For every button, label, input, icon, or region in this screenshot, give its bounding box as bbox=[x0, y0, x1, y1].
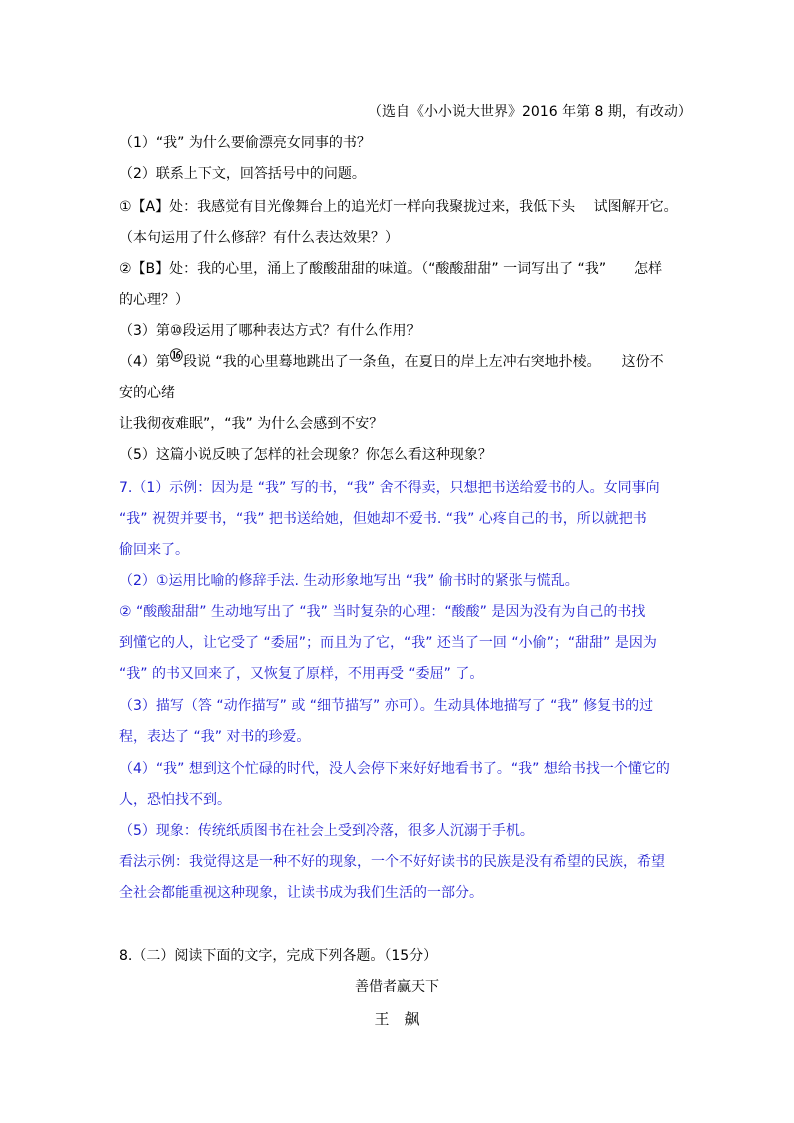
answer-1: 7.（1）示例：因为是 “我” 写的书，“我” 舍不得卖，只想把书送给爱书的人。女同事向 bbox=[119, 480, 660, 496]
question-4-text: 段说 “我的心里蓦地跳出了一条鱼，在夏日的岸上左冲右突地扑棱。 这份不 bbox=[182, 354, 664, 370]
article-author: 王 飙 bbox=[374, 1010, 420, 1028]
answer-5: （5）现象：传统纸质图书在社会上受到冷落，很多人沉溺于手机。 bbox=[119, 823, 534, 839]
answer-2b: ② “酸酸甜甜” 生动地写出了 “我” 当时复杂的心理：“酸酸” 是因为没有为自己的书找 bbox=[119, 604, 646, 620]
paragraph-number-16: ⑯ bbox=[169, 349, 183, 364]
question-4-prefix: （4）第 bbox=[119, 354, 170, 370]
answer-4-cont: 人，恐怕找不到。 bbox=[119, 792, 231, 808]
answer-5-opinion: 看法示例：我觉得这是一种不好的现象，一个不好好读书的民族是没有希望的民族，希望 bbox=[119, 854, 665, 870]
question-4-cont: 安的心绪 bbox=[119, 385, 175, 401]
question-1: （1）“我” 为什么要偷漂亮女同事的书？ bbox=[119, 135, 371, 151]
answer-1-cont2: 偷回来了。 bbox=[119, 542, 189, 558]
question-2a-cont: （本句运用了什么修辞？有什么表达效果？） bbox=[119, 230, 399, 246]
answer-5-opinion-cont: 全社会都能重视这种现象，让读书成为我们生活的一部分。 bbox=[119, 885, 483, 901]
source-note: （选自《小小说大世界》2016 年第 8 期，有改动） bbox=[368, 104, 692, 120]
section-8-heading: 8.（二）阅读下面的文字，完成下列各题。（15分） bbox=[119, 948, 438, 964]
question-4-cont2: 让我彻夜难眠”，“我” 为什么会感到不安？ bbox=[119, 416, 384, 432]
question-4 bbox=[119, 349, 664, 373]
question-2b: ②【B】处：我的心里，涌上了酸酸甜甜的味道。（“酸酸甜甜” 一词写出了 “我” 怎样 bbox=[119, 261, 663, 277]
answer-2a: （2）①运用比喻的修辞手法. 生动形象地写出 “我” 偷书时的紧张与慌乱。 bbox=[119, 573, 579, 589]
question-2a: ①【A】处：我感觉有目光像舞台上的追光灯一样向我聚拢过来，我低下头 试图解开它。 bbox=[119, 199, 678, 215]
answer-3: （3）描写（答 “动作描写” 或 “细节描写” 亦可）。生动具体地描写了 “我” 修复书的过 bbox=[119, 698, 654, 714]
answer-1-cont: “我” 祝贺并要书，“我” 把书送给她，但她却不爱书. “我” 心疼自己的书，所以就把书 bbox=[119, 511, 647, 527]
question-2: （2）联系上下文，回答括号中的问题。 bbox=[119, 166, 366, 182]
question-2b-cont: 的心理？） bbox=[119, 292, 189, 308]
answer-3-cont: 程，表达了 “我” 对书的珍爱。 bbox=[119, 729, 311, 745]
question-3: （3）第⑩段运用了哪种表达方式？有什么作用？ bbox=[119, 323, 421, 339]
answer-4: （4）“我” 想到这个忙碌的时代，没人会停下来好好地看书了。“我” 想给书找一个懂它的 bbox=[119, 761, 670, 777]
answer-2b-cont: 到懂它的人，让它受了 “委屈”；而且为了它，“我” 还当了一回 “小偷”；“甜甜” 是因为 bbox=[119, 635, 657, 651]
article-title: 善借者赢天下 bbox=[355, 979, 439, 995]
answer-2b-cont2: “我” 的书又回来了，又恢复了原样，不用再受 “委屈” 了。 bbox=[119, 666, 484, 682]
question-5: （5）这篇小说反映了怎样的社会现象？你怎么看这种现象？ bbox=[119, 447, 492, 463]
